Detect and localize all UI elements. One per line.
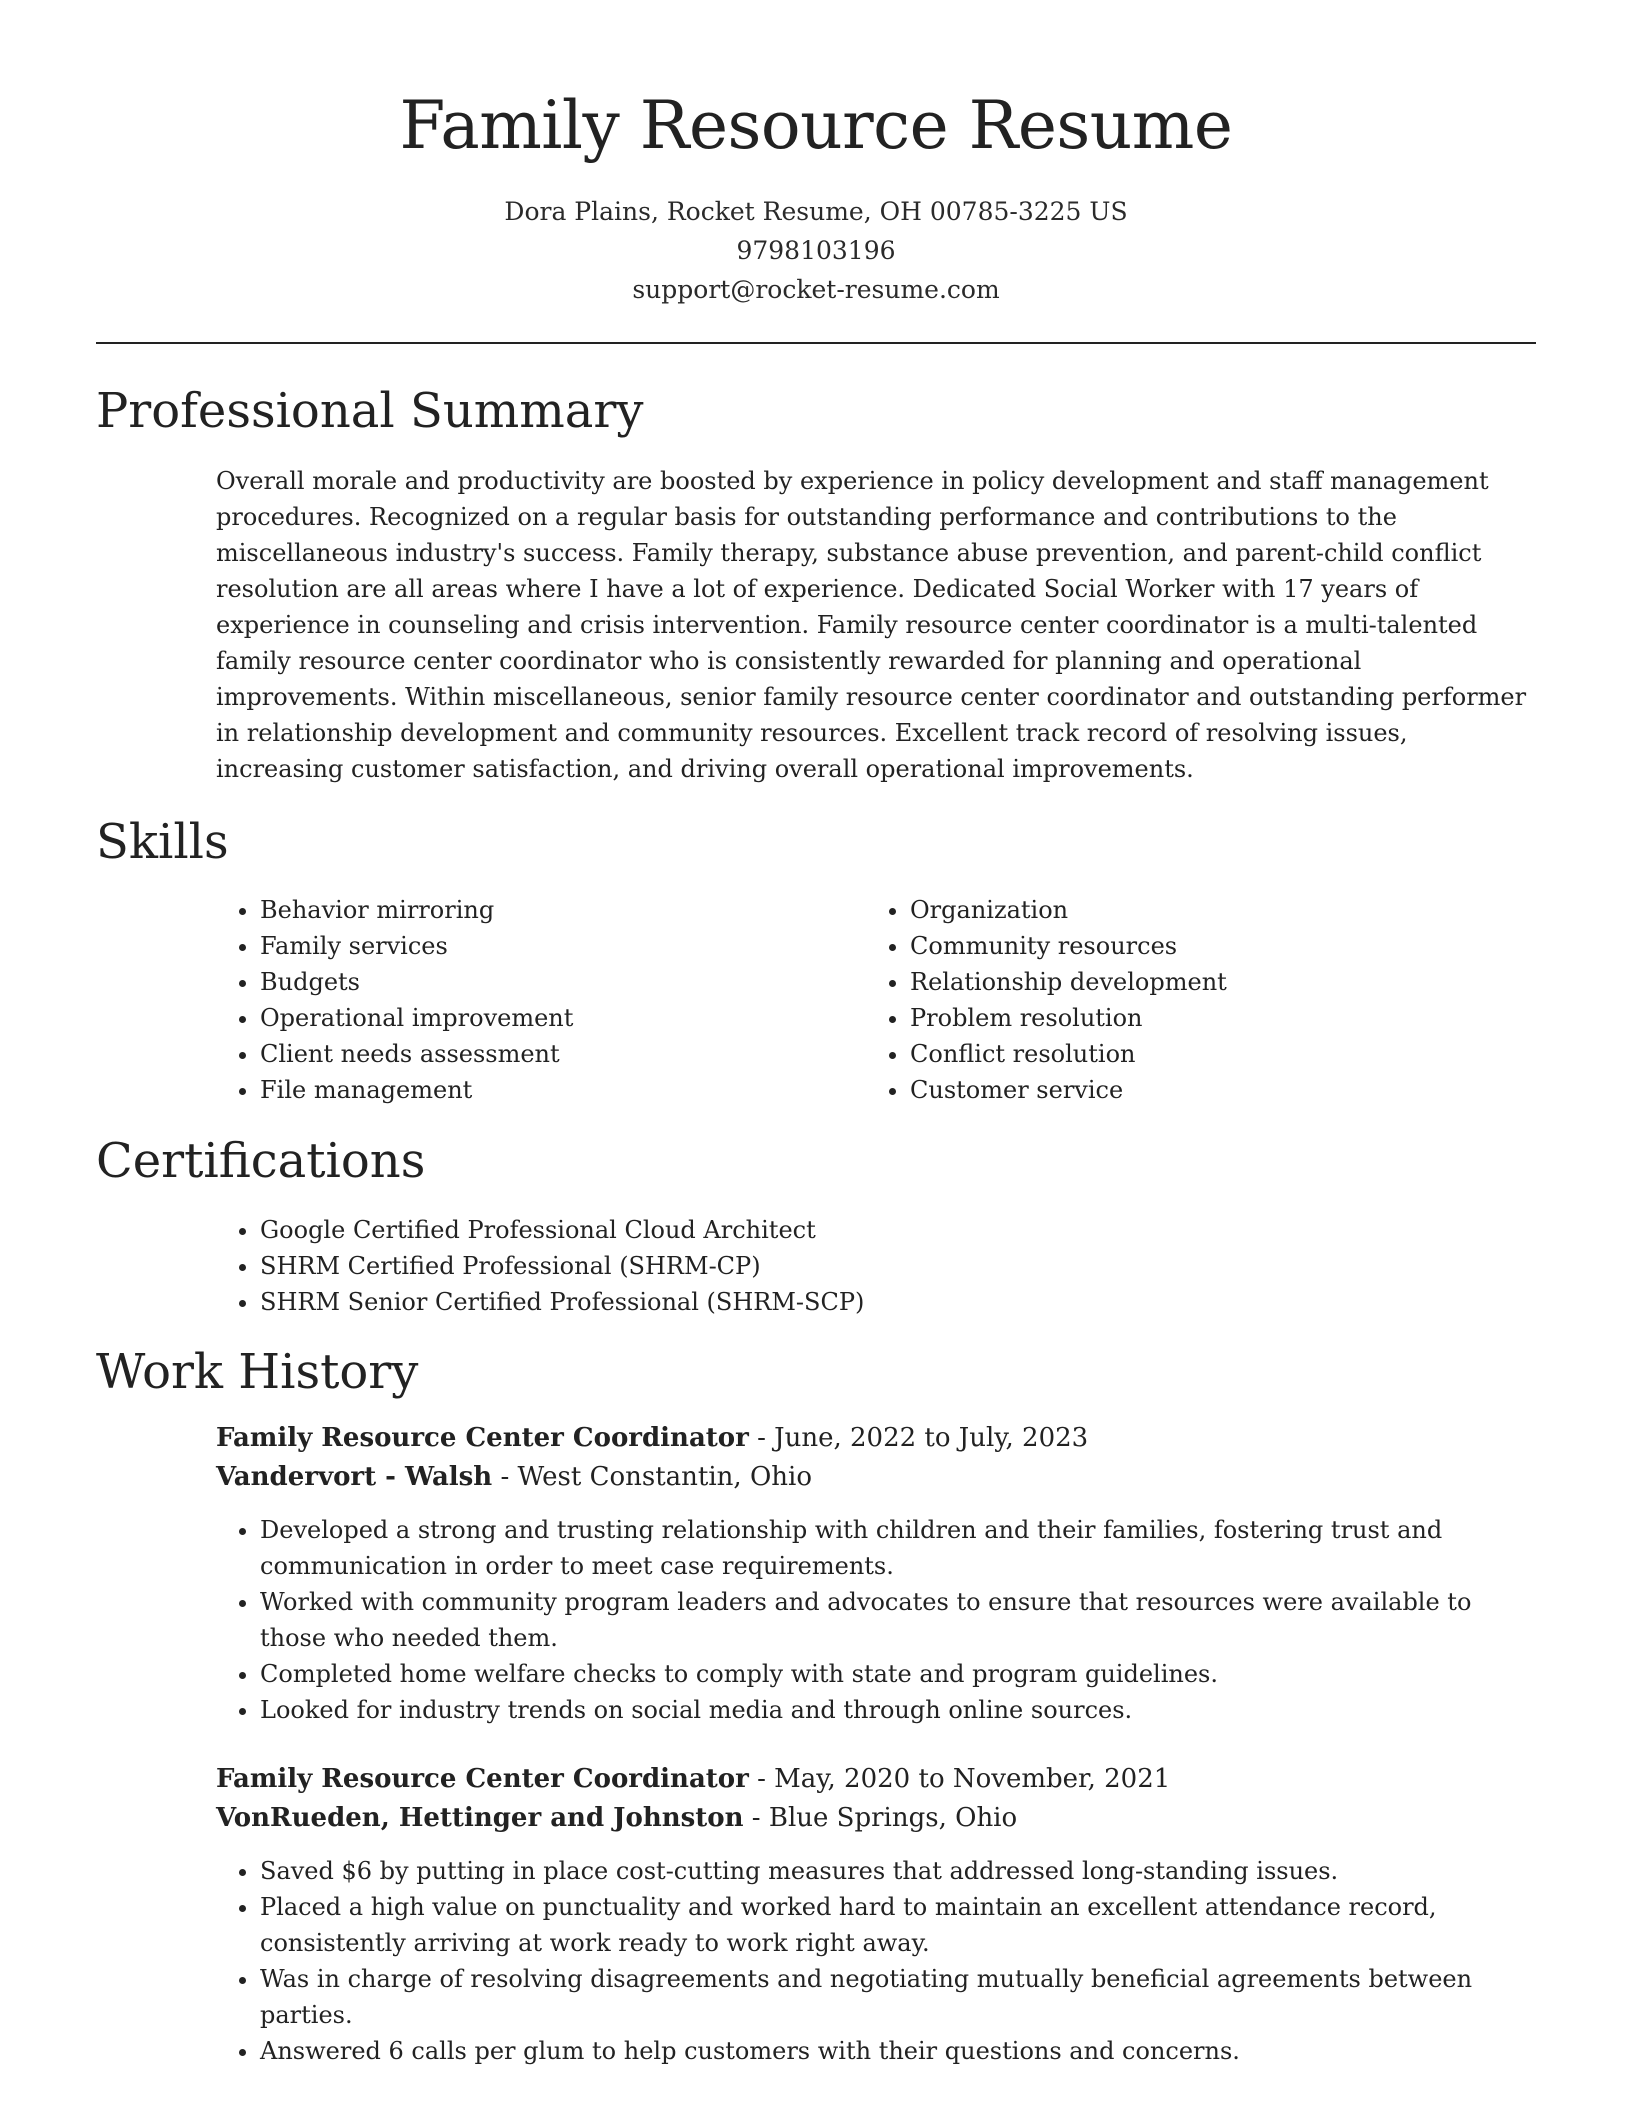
skill-item: • Operational improvement — [260, 1000, 866, 1036]
job-dates-separator: - — [757, 1423, 775, 1453]
section-title-skills: Skills — [96, 814, 229, 870]
contact-email: support@rocket-resume.com — [632, 275, 1000, 304]
job-bullet: • Answered 6 calls per glum to help customers with their questions and concerns. — [260, 2033, 1536, 2069]
job-bullet: • Saved $6 by putting in place cost-cutting measures that addressed long-standing issues. — [260, 1853, 1536, 1889]
certification-item: • SHRM Certified Professional (SHRM-CP) — [260, 1248, 1536, 1284]
job-responsibilities — [216, 1853, 1536, 2069]
resume-title: Family Resource Resume — [399, 87, 1233, 164]
job-location: West Constantin, Ohio — [517, 1462, 812, 1492]
skill-item: • Community resources — [910, 928, 1516, 964]
skill-item: • Budgets — [260, 964, 866, 1000]
skill-item: • Conflict resolution — [910, 1036, 1516, 1072]
resume-header — [0, 86, 1632, 309]
contact-address: Dora Plains, Rocket Resume, OH 00785-3225 US — [504, 197, 1128, 226]
job-title-line — [216, 1760, 1536, 1798]
certification-item: • SHRM Senior Certified Professional (SHRM-SCP) — [260, 1284, 1536, 1320]
section-title-certifications: Certifications — [96, 1133, 426, 1189]
certifications-list — [216, 1212, 1536, 1320]
skills-column-right — [866, 892, 1516, 1108]
job-employer-line — [216, 1458, 1536, 1496]
section-title-work-history: Work History — [96, 1344, 419, 1400]
job-location-separator: - — [751, 1803, 769, 1833]
job-bullet: • Was in charge of resolving disagreements and negotiating mutually beneficial agreements between parties. — [260, 1961, 1536, 2033]
job-bullet: • Developed a strong and trusting relationship with children and their families, fostering trust and communication in order to meet case requirements. — [260, 1512, 1536, 1584]
job-title-line — [216, 1419, 1536, 1457]
header-divider — [96, 342, 1536, 344]
job-title: Family Resource Center Coordinator — [216, 1423, 749, 1453]
skills-list-left — [216, 892, 866, 1108]
job-dates: June, 2022 to July, 2023 — [774, 1423, 1089, 1453]
job-company: VonRueden, Hettinger and Johnston — [216, 1803, 744, 1833]
skill-item: • Customer service — [910, 1072, 1516, 1108]
skill-item: • Organization — [910, 892, 1516, 928]
skills-column-left — [216, 892, 866, 1108]
skills-list-right — [866, 892, 1516, 1108]
job-dates-separator: - — [757, 1764, 775, 1794]
job-responsibilities — [216, 1512, 1536, 1728]
skill-item: • Family services — [260, 928, 866, 964]
job-employer-line — [216, 1799, 1536, 1837]
job-bullet: • Completed home welfare checks to comply with state and program guidelines. — [260, 1656, 1536, 1692]
summary-text: Overall morale and productivity are boosted by experience in policy development and staff management procedures. Recognized on a regular basis for outstanding performance and contributions to the miscellaneous industry's success. Family therapy, substance abuse prevention, and parent-child conflict resolution are all areas where I have a lot of experience. Dedicated Social Worker with 17 years of experience in counseling and crisis intervention. Family resource center coordinator is a multi-talented family resource center coordinator who is consistently rewarded for planning and operational improvements. Within miscellaneous, senior family resource center coordinator and outstanding performer in relationship development and community resources. Excellent track record of resolving issues, increasing customer satisfaction, and driving overall operational improvements. — [216, 467, 1527, 783]
skill-item: • Client needs assessment — [260, 1036, 866, 1072]
skill-item: • File management — [260, 1072, 866, 1108]
job-bullet: • Placed a high value on punctuality and worked hard to maintain an excellent attendance record, consistently arriving at work ready to work right away. — [260, 1889, 1536, 1961]
skill-item: • Relationship development — [910, 964, 1516, 1000]
job-bullet: • Looked for industry trends on social media and through online sources. — [260, 1692, 1536, 1728]
certification-item: • Google Certified Professional Cloud Architect — [260, 1212, 1536, 1248]
job-bullet: • Worked with community program leaders and advocates to ensure that resources were available to those who needed them. — [260, 1584, 1536, 1656]
job-location: Blue Springs, Ohio — [768, 1803, 1018, 1833]
job-company: Vandervort - Walsh — [216, 1462, 493, 1492]
job-location-separator: - — [500, 1462, 518, 1492]
contact-phone: 9798103196 — [736, 236, 896, 265]
job-dates: May, 2020 to November, 2021 — [774, 1764, 1171, 1794]
section-title-summary: Professional Summary — [96, 383, 644, 439]
skill-item: • Problem resolution — [910, 1000, 1516, 1036]
skill-item: • Behavior mirroring — [260, 892, 866, 928]
job-title: Family Resource Center Coordinator — [216, 1764, 749, 1794]
